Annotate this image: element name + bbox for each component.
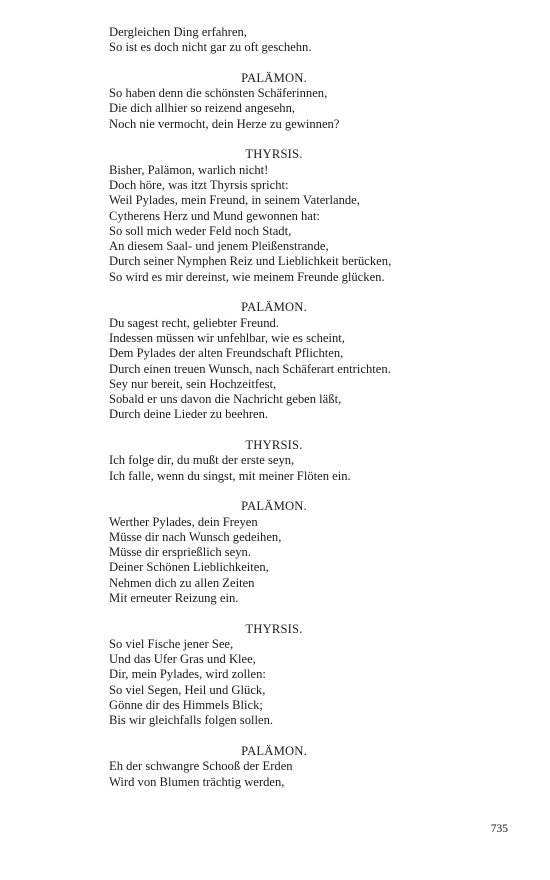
verse-line: Durch einen treuen Wunsch, nach Schäferart entrichten. [109,361,391,376]
verse-line: Müsse dir nach Wunsch gedeihen, [109,529,282,544]
speech-block [109,438,439,484]
verse-line: Dem Pylades der alten Freundschaft Pflichten, [109,346,344,361]
verse-line: Nehmen dich zu allen Zeiten [109,575,255,590]
verse-line: Die dich allhier so reizend angesehn, [109,101,296,116]
verse-line: So viel Fische jener See, [109,636,234,651]
speech-block [109,300,439,422]
verse-line: Dir, mein Pylades, wird zollen: [109,667,266,682]
verse-line: Wird von Blumen trächtig werden, [109,774,285,789]
speaker-name: PALÄMON. [241,70,307,85]
verse-line: Müsse dir ersprießlich seyn. [109,545,251,560]
verse-line: Ich folge dir, du mußt der erste seyn, [109,453,295,468]
speaker-name: PALÄMON. [241,743,307,758]
verse-line: Sobald er uns davon die Nachricht geben läßt, [109,392,342,407]
verse-line: Doch höre, was itzt Thyrsis spricht: [109,177,289,192]
speaker-name: THYRSIS. [245,621,303,636]
poem-text [109,25,439,805]
continuation-block [109,25,439,56]
speech-block [109,622,439,729]
verse-line: Werther Pylades, dein Freyen [109,514,258,529]
verse-line: Bisher, Palämon, warlich nicht! [109,162,269,177]
verse-line: Du sagest recht, geliebter Freund. [109,315,279,330]
verse-line: Ich falle, wenn du singst, mit meiner Flöten ein. [109,468,351,483]
verse-line: Gönne dir des Himmels Blick; [109,698,263,713]
verse-line: Indessen müssen wir unfehlbar, wie es scheint, [109,330,345,345]
verse-line: Sey nur bereit, sein Hochzeitfest, [109,376,277,391]
verse-line: Mit erneuter Reizung ein. [109,590,239,605]
verse-line: Cytherens Herz und Mund gewonnen hat: [109,208,320,223]
speaker-name: THYRSIS. [245,438,303,453]
verse-line: Noch nie vermocht, dein Herze zu gewinnen? [109,116,340,131]
speaker-name: THYRSIS. [245,147,303,162]
verse-line: Bis wir gleichfalls folgen sollen. [109,713,274,728]
speaker-name: PALÄMON. [241,300,307,315]
verse-line: So wird es mir dereinst, wie meinem Freunde glücken. [109,269,385,284]
speech-block [109,71,439,132]
verse-line: Deiner Schönen Lieblichkeiten, [109,560,269,575]
speech-block [109,744,439,790]
verse-line: So viel Segen, Heil und Glück, [109,682,266,697]
verse-line: Durch deine Lieder zu beehren. [109,407,269,422]
page-number: 735 [490,823,508,835]
verse-line: So haben denn die schönsten Schäferinnen, [109,86,328,101]
verse-line: So ist es doch nicht gar zu oft geschehn. [109,40,312,55]
speaker-name: PALÄMON. [241,499,307,514]
verse-line: An diesem Saal- und jenem Pleißenstrande, [109,239,329,254]
verse-line: Dergleichen Ding erfahren, [109,25,247,39]
speech-block [109,499,439,606]
verse-line: So soll mich weder Feld noch Stadt, [109,223,292,238]
speech-block [109,147,439,285]
verse-line: Weil Pylades, mein Freund, in seinem Vaterlande, [109,193,360,208]
verse-line: Und das Ufer Gras und Klee, [109,652,256,667]
verse-line: Eh der schwangre Schooß der Erden [109,759,293,774]
verse-line: Durch seiner Nymphen Reiz und Lieblichkeit berücken, [109,254,392,269]
